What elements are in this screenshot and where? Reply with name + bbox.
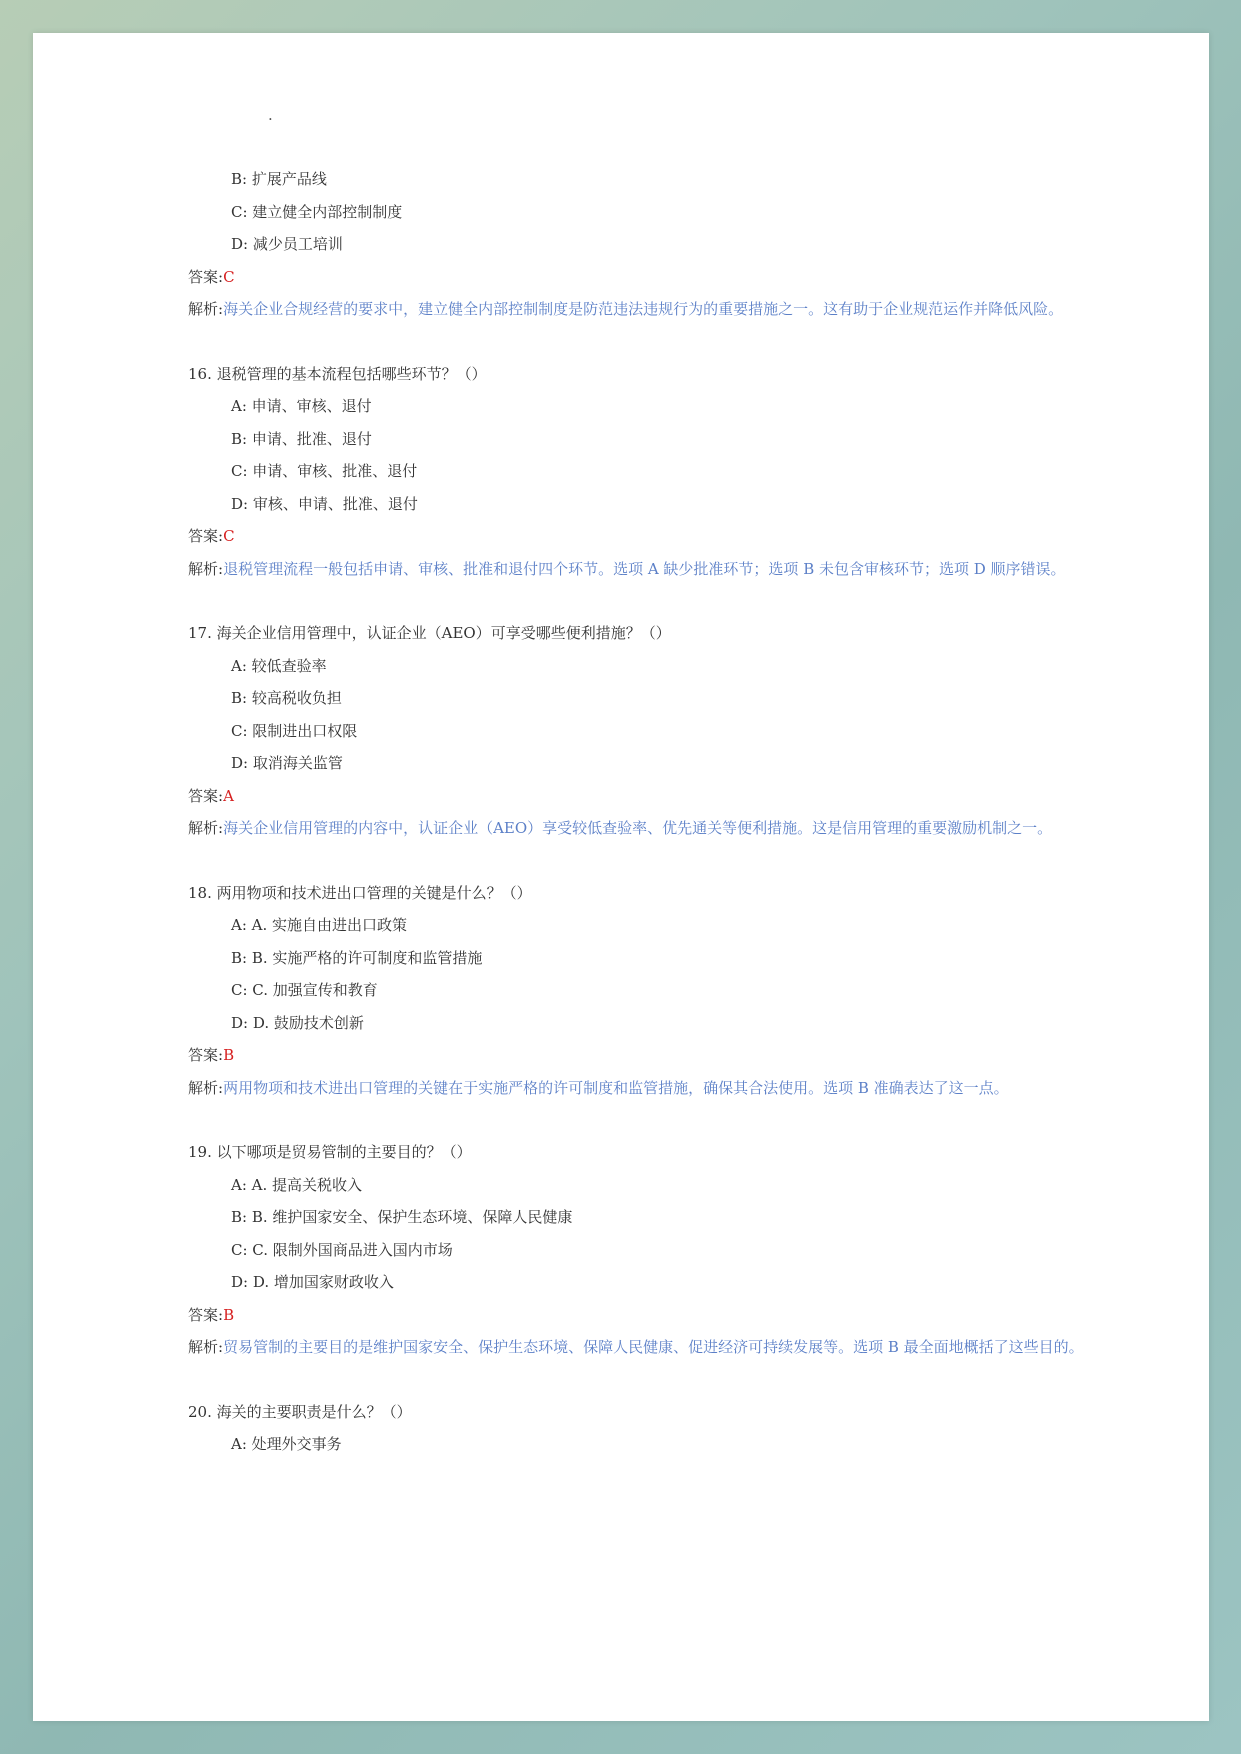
- explanation-text: 两用物项和技术进出口管理的关键在于实施严格的许可制度和监管措施，确保其合法使用。选项 B 准确表达了这一点。: [223, 1078, 1009, 1097]
- answer-value: A: [223, 786, 234, 805]
- question-text: 19. 以下哪项是贸易管制的主要目的？（）: [188, 1143, 472, 1161]
- explanation-text: 海关企业合规经营的要求中，建立健全内部控制制度是防范违法违规行为的重要措施之一。这有助于企业规范运作并降低风险。: [223, 300, 1064, 318]
- option-c: C: C. 加强宣传和教育: [231, 981, 378, 999]
- option-d: D: D. 增加国家财政收入: [231, 1273, 394, 1291]
- option-d: D: 审核、申请、批准、退付: [231, 494, 418, 513]
- option-c: C: 申请、审核、批准、退付: [231, 462, 418, 480]
- question-16: [188, 358, 1088, 586]
- spacer: [188, 845, 1088, 877]
- explanation-label: 解析:: [188, 819, 224, 837]
- answer-line: [188, 261, 1088, 294]
- explanation-text: 贸易管制的主要目的是维护国家安全、保护生态环境、保障人民健康、促进经济可持续发展等。选项 B 最全面地概括了这些目的。: [223, 1338, 1084, 1356]
- answer-label: 答案:: [188, 1046, 224, 1064]
- explanation-text: 海关企业信用管理的内容中，认证企业（AEO）享受较低查验率、优先通关等便利措施。这是信用管理的重要激励机制之一。: [223, 819, 1053, 837]
- answer-value: C: [223, 267, 235, 286]
- spacer: [188, 585, 1088, 617]
- option-a: A: A. 提高关税收入: [231, 1175, 363, 1194]
- question-text: 16. 退税管理的基本流程包括哪些环节？（）: [188, 364, 487, 383]
- explanation-label: 解析:: [188, 300, 224, 318]
- explanation: [188, 553, 1088, 586]
- option-a: A: 申请、审核、退付: [231, 397, 372, 415]
- answer-label: 答案:: [188, 527, 224, 545]
- question-text: 17. 海关企业信用管理中，认证企业（AEO）可享受哪些便利措施？（）: [188, 624, 671, 642]
- question-text: 20. 海关的主要职责是什么？（）: [188, 1402, 412, 1421]
- question-17: [188, 617, 1088, 845]
- explanation-label: 解析:: [188, 559, 224, 578]
- option-a: A: 处理外交事务: [231, 1435, 342, 1453]
- answer-value: B: [223, 1046, 235, 1064]
- option-a: A: 较低查验率: [231, 656, 327, 675]
- page-content: [188, 99, 1088, 1461]
- answer-label: 答案:: [188, 786, 224, 805]
- answer-line: [188, 1039, 1088, 1072]
- option-b: B: 较高税收负担: [231, 689, 342, 707]
- answer-line: [188, 1299, 1088, 1332]
- document-page: [33, 33, 1209, 1721]
- spacer: [188, 1104, 1088, 1136]
- question-text: 18. 两用物项和技术进出口管理的关键是什么？（）: [188, 883, 532, 902]
- explanation: [188, 1331, 1088, 1364]
- stray-mark: .: [268, 106, 273, 124]
- answer-value: B: [223, 1305, 235, 1324]
- explanation-label: 解析:: [188, 1338, 224, 1356]
- question-18: [188, 877, 1088, 1105]
- spacer: [188, 131, 1088, 163]
- spacer: [188, 1364, 1088, 1396]
- explanation: [188, 293, 1088, 326]
- option-b: B: 扩展产品线: [231, 170, 327, 188]
- question-20: [188, 1396, 1088, 1461]
- explanation-label: 解析:: [188, 1078, 224, 1097]
- question-fragment-top: [188, 163, 1088, 326]
- option-d: D: 减少员工培训: [231, 235, 343, 253]
- answer-value: C: [223, 527, 235, 545]
- question-19: [188, 1136, 1088, 1364]
- option-d: D: 取消海关监管: [231, 754, 343, 772]
- option-b: B: B. 维护国家安全、保护生态环境、保障人民健康: [231, 1208, 573, 1226]
- option-c: C: 限制进出口权限: [231, 721, 358, 740]
- option-d: D: D. 鼓励技术创新: [231, 1013, 364, 1032]
- option-a: A: A. 实施自由进出口政策: [231, 916, 408, 934]
- option-c: C: 建立健全内部控制制度: [231, 202, 403, 221]
- answer-line: [188, 520, 1088, 553]
- spacer: [188, 326, 1088, 358]
- answer-label: 答案:: [188, 1305, 224, 1324]
- option-b: B: B. 实施严格的许可制度和监管措施: [231, 948, 483, 967]
- option-b: B: 申请、批准、退付: [231, 429, 372, 448]
- answer-label: 答案:: [188, 267, 224, 286]
- explanation-text: 退税管理流程一般包括申请、审核、批准和退付四个环节。选项 A 缺少批准环节；选项 B 未包含审核环节；选项 D 顺序错误。: [223, 559, 1066, 578]
- answer-line: [188, 780, 1088, 813]
- explanation: [188, 1072, 1088, 1105]
- option-c: C: C. 限制外国商品进入国内市场: [231, 1240, 453, 1259]
- explanation: [188, 812, 1088, 845]
